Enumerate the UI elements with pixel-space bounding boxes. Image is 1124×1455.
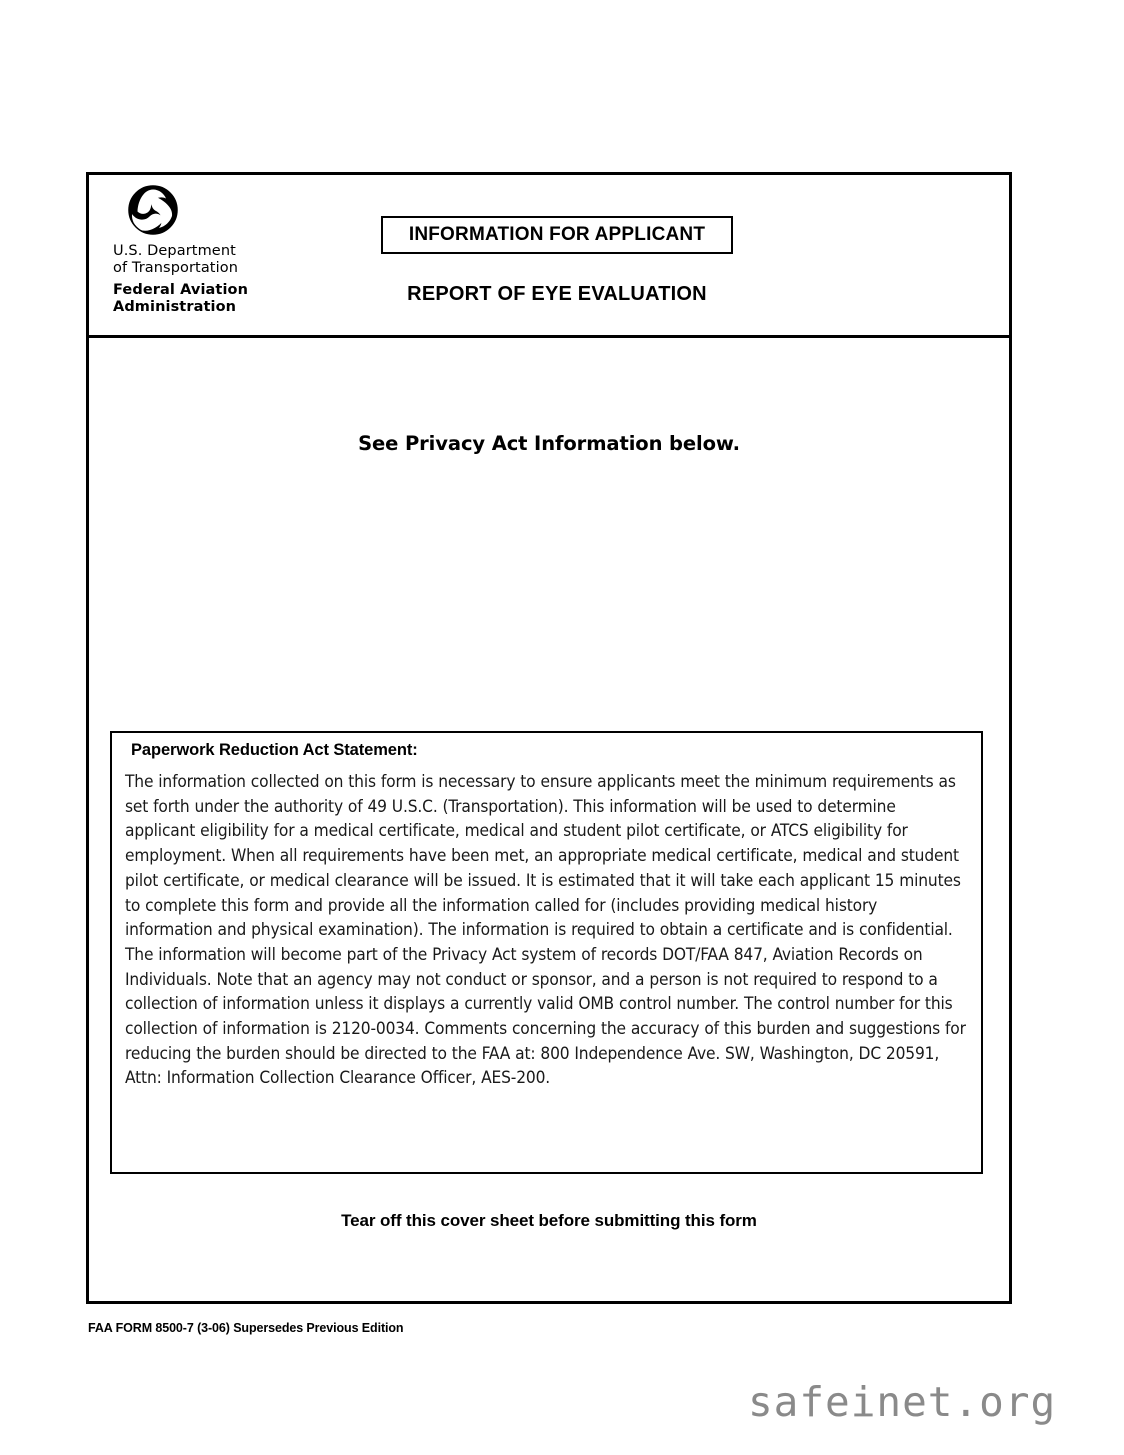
form-outer-frame	[86, 172, 1012, 1304]
agency-identity-block	[111, 185, 341, 316]
dot-triskelion-seal-icon	[127, 185, 179, 235]
paperwork-reduction-act-box	[110, 731, 983, 1174]
paperwork-reduction-act-heading: Paperwork Reduction Act Statement:	[131, 741, 418, 759]
administration-line-2: Administration	[113, 299, 237, 315]
information-for-applicant-box	[381, 216, 733, 254]
department-line-1: U.S. Department	[113, 243, 236, 259]
paperwork-reduction-act-text: The information collected on this form is necessary to ensure applicants meet the minimum requirements as set forth under the authority of 49 U.S.C. (Transportation). This information will be used to determine applicant eligibility for a medical certificate, medical and student pilot certificate, or ATCS eligibility for employment. When all requirements have been met, an appropriate medical certificate, medical and student pilot certificate, or medical clearance will be issued. It is estimated that it will take each applicant 15 minutes to complete this form and provide all the information called for (includes providing medical history information and physical examination). The information is required to obtain a certificate and is confidential. The information will become part of the Privacy Act system of records DOT/FAA 847, Aviation Records on Individuals. Note that an agency may not conduct or sponsor, and a person is not required to respond to a collection of information unless it displays a currently valid OMB control number. The control number for this collection of information is 2120-0034. Comments concerning the accuracy of this burden and suggestions for reducing the burden should be directed to the FAA at: 800 Independence Ave. SW, Washington, DC 20591, Attn: Information Collection Clearance Officer, AES-200.	[125, 772, 966, 1089]
information-for-applicant-label: INFORMATION FOR APPLICANT	[408, 224, 706, 245]
tear-off-instruction: Tear off this cover sheet before submitting this form	[341, 1211, 757, 1230]
form-header-band	[89, 175, 1009, 338]
report-title: REPORT OF EYE EVALUATION	[407, 283, 707, 305]
administration-line-1: Federal Aviation	[113, 282, 249, 298]
form-number-footer: FAA FORM 8500-7 (3-06) Supersedes Previous Edition	[88, 1321, 404, 1335]
department-line-2: of Transportation	[113, 260, 238, 276]
site-watermark: safeinet.org	[748, 1378, 1057, 1426]
privacy-act-notice: See Privacy Act Information below.	[358, 432, 740, 455]
form-body-area	[89, 338, 1009, 1301]
